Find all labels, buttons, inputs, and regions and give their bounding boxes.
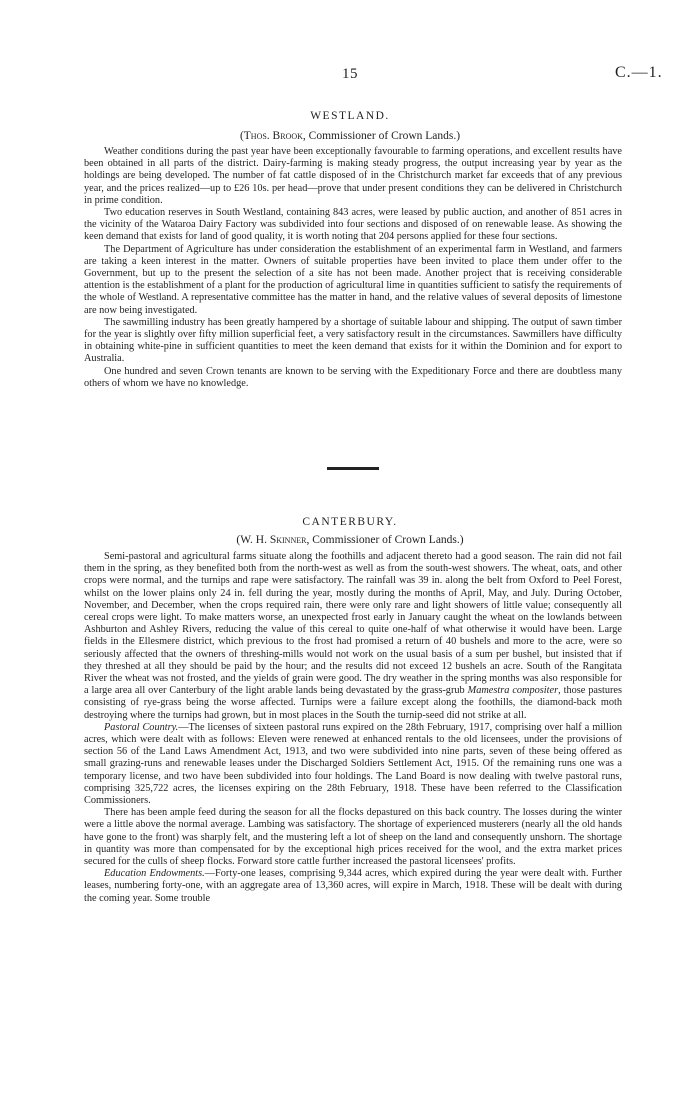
section-divider: [327, 467, 379, 470]
westland-commissioner-role: , Commissioner of Crown Lands.): [302, 130, 461, 142]
westland-paragraph: Weather conditions during the past year have been exceptionally favourable to farming operations, and excellent results have been obtained in all parts of the district. Dairy-farming is making steady progress, the output increasing year by year as the holdings are being developed. The number of fat cattle disposed of in the Christchurch market far exceeds that of any previous year, and the prices realized—up to £26 10s. per head—prove that under present conditions they can be delivered in Christchurch in prime condition.: [84, 146, 622, 206]
canterbury-paragraph: [84, 722, 622, 807]
canterbury-commissioner: (W. H. Skinner, Commissioner of Crown Lands.): [236, 534, 464, 546]
grass-grub-name: Mamestra compositer: [467, 685, 559, 697]
canterbury-commissioner-name: W. H. Skinner: [240, 534, 307, 546]
education-endowments-heading: Education Endowments.: [104, 868, 205, 880]
westland-body: [84, 146, 622, 390]
westland-paragraph: One hundred and seven Crown tenants are known to be serving with the Expeditionary Force and there are doubtless many others of whom we have no knowledge.: [84, 365, 622, 389]
canterbury-paragraph: [84, 551, 622, 722]
westland-commissioner-name: Thos. Brook: [243, 130, 303, 142]
westland-paragraph: Two education reserves in South Westland, containing 843 acres, were leased by public auction, and another of 851 acres in the vicinity of the Wataroa Dairy Factory was subdivided into four sections and disposed of on renewable lease. As showing the keen demand that exists for land of good quality, it is worth noting that 204 persons applied for these four sections.: [84, 207, 622, 243]
canterbury-paragraph: There has been ample feed during the season for all the flocks depastured on this back country. The losses during the winter were a little above the normal average. Lambing was satisfactory. The shortage of experienced musterers (nearly all the old hands have gone to the front) was sharply felt, and the mustering left a lot of sheep on the land and consequently unshorn. The shortage in quantity was more than compensated for by the exceptional high prices received for the wool, and the extra market prices secured for the culls of sheep flocks. Forward store cattle further increased the pastoral licensees' profits.: [84, 807, 622, 868]
canterbury-paragraph: [84, 868, 622, 905]
page-number: 15: [342, 66, 358, 82]
westland-commissioner: (Thos. Brook, Commissioner of Crown Lands.): [239, 130, 461, 142]
education-endowments-text: —Forty-one leases, comprising 9,344 acres, which expired during the year were dealt with. Further leases, numbering forty-one, with an aggregate area of 13,360 acres, will expire in March, 1918. These will be dealt with during the coming year. Some trouble: [84, 868, 622, 904]
canterbury-title: CANTERBURY.: [302, 516, 398, 528]
westland-title: WESTLAND.: [310, 110, 390, 122]
pastoral-country-text: —The licenses of sixteen pastoral runs expired on the 28th February, 1917, comprising over half a million acres, which were dealt with as follows: Eleven were renewed at enhanced rentals to the old licensees, under the provisions of section 56 of the Land Laws Amendment Act, 1913, and two were subdivided into nine parts, seven of these being offered as small grazing-runs and renewable leases under the Discharged Soldiers Settlement Act, 1915. Of the remaining runs one was a temporary license, and two have been subdivided into four holdings. The Land Board is now dealing with twelve pastoral runs, comprising 325,722 acres, the licenses expiring on the 28th February, 1918. These have been referred to the Classification Commissioners.: [84, 721, 622, 807]
canterbury-commissioner-role: , Commissioner of Crown Lands.): [306, 534, 464, 546]
farm-season-text: Semi-pastoral and agricultural farms situate along the foothills and adjacent thereto had a good season. The rain did not fail them in the spring, as they benefited both from the north-west as well as from the south-west showers. The wheat, oats, and other crops were normal, and the turnips and rape were satisfactory. The rainfall was 39 in. along the belt from Oxford to Peel Forest, whilst on the lower plains only 24 in. fell during the year, mostly during the months of April, May, and July. During October, November, and December, when the crops required rain, there were only rare and light showers of little value; consequently all cereal crops were light. To make matters worse, an unexpected frost early in January caught the wheat on the lowlands between Ashburton and Ashley Rivers, reducing the value of this cereal to quite one-half of what otherwise it would have been. Large fields in the Ellesmere district, which previous to the frost had promised a return of 40 bushels and more to the acre, were so seriously affected that the owners of threshing-mills would not work on the usual basis of a sum per bushel, but insisted that if they threshed at all they should be paid by the hour; and the results did not exceed 12 bushels an acre. South of the Rangitata River the wheat was not frosted, and the yields of grain were good. The dry weather in the spring months was also responsible for a large area all over Canterbury of the light arable lands being devastated by the grass-grub: [84, 551, 622, 697]
westland-paragraph: The Department of Agriculture has under consideration the establishment of an experimental farm in Westland, and farmers are taking a keen interest in the matter. Owners of suitable properties have been invited to place them under offer to the Government, but up to the present the selection of a site has not been made. Another project that is receiving considerable attention is the establishment of a plant for the production of agricultural lime in quantities sufficient to satisfy the requirements of the whole of Westland. A representative committee has the matter in hand, and the relative values of several deposits of limestone are now being investigated.: [84, 243, 622, 316]
canterbury-body: [84, 551, 622, 905]
document-reference: C.—1.: [615, 64, 663, 81]
westland-paragraph: The sawmilling industry has been greatly hampered by a shortage of suitable labour and shipping. The output of sawn timber for the year is slightly over fifty million superficial feet, a very satisfactory result in the circumstances. Sawmillers have difficulty in obtaining white-pine in sufficient quantities to meet the keen demand that exists for it within the Dominion and for export to Australia.: [84, 316, 622, 365]
farm-season-text-end: , those pastures consisting of rye-grass being the worse affected. Turnips were a failure except along the foothills, the diamond-back moth destroying where the turnips had grown, but in most places in the South the turnip-seed did not strike at all.: [84, 685, 623, 721]
pastoral-country-heading: Pastoral Country.: [104, 721, 179, 733]
